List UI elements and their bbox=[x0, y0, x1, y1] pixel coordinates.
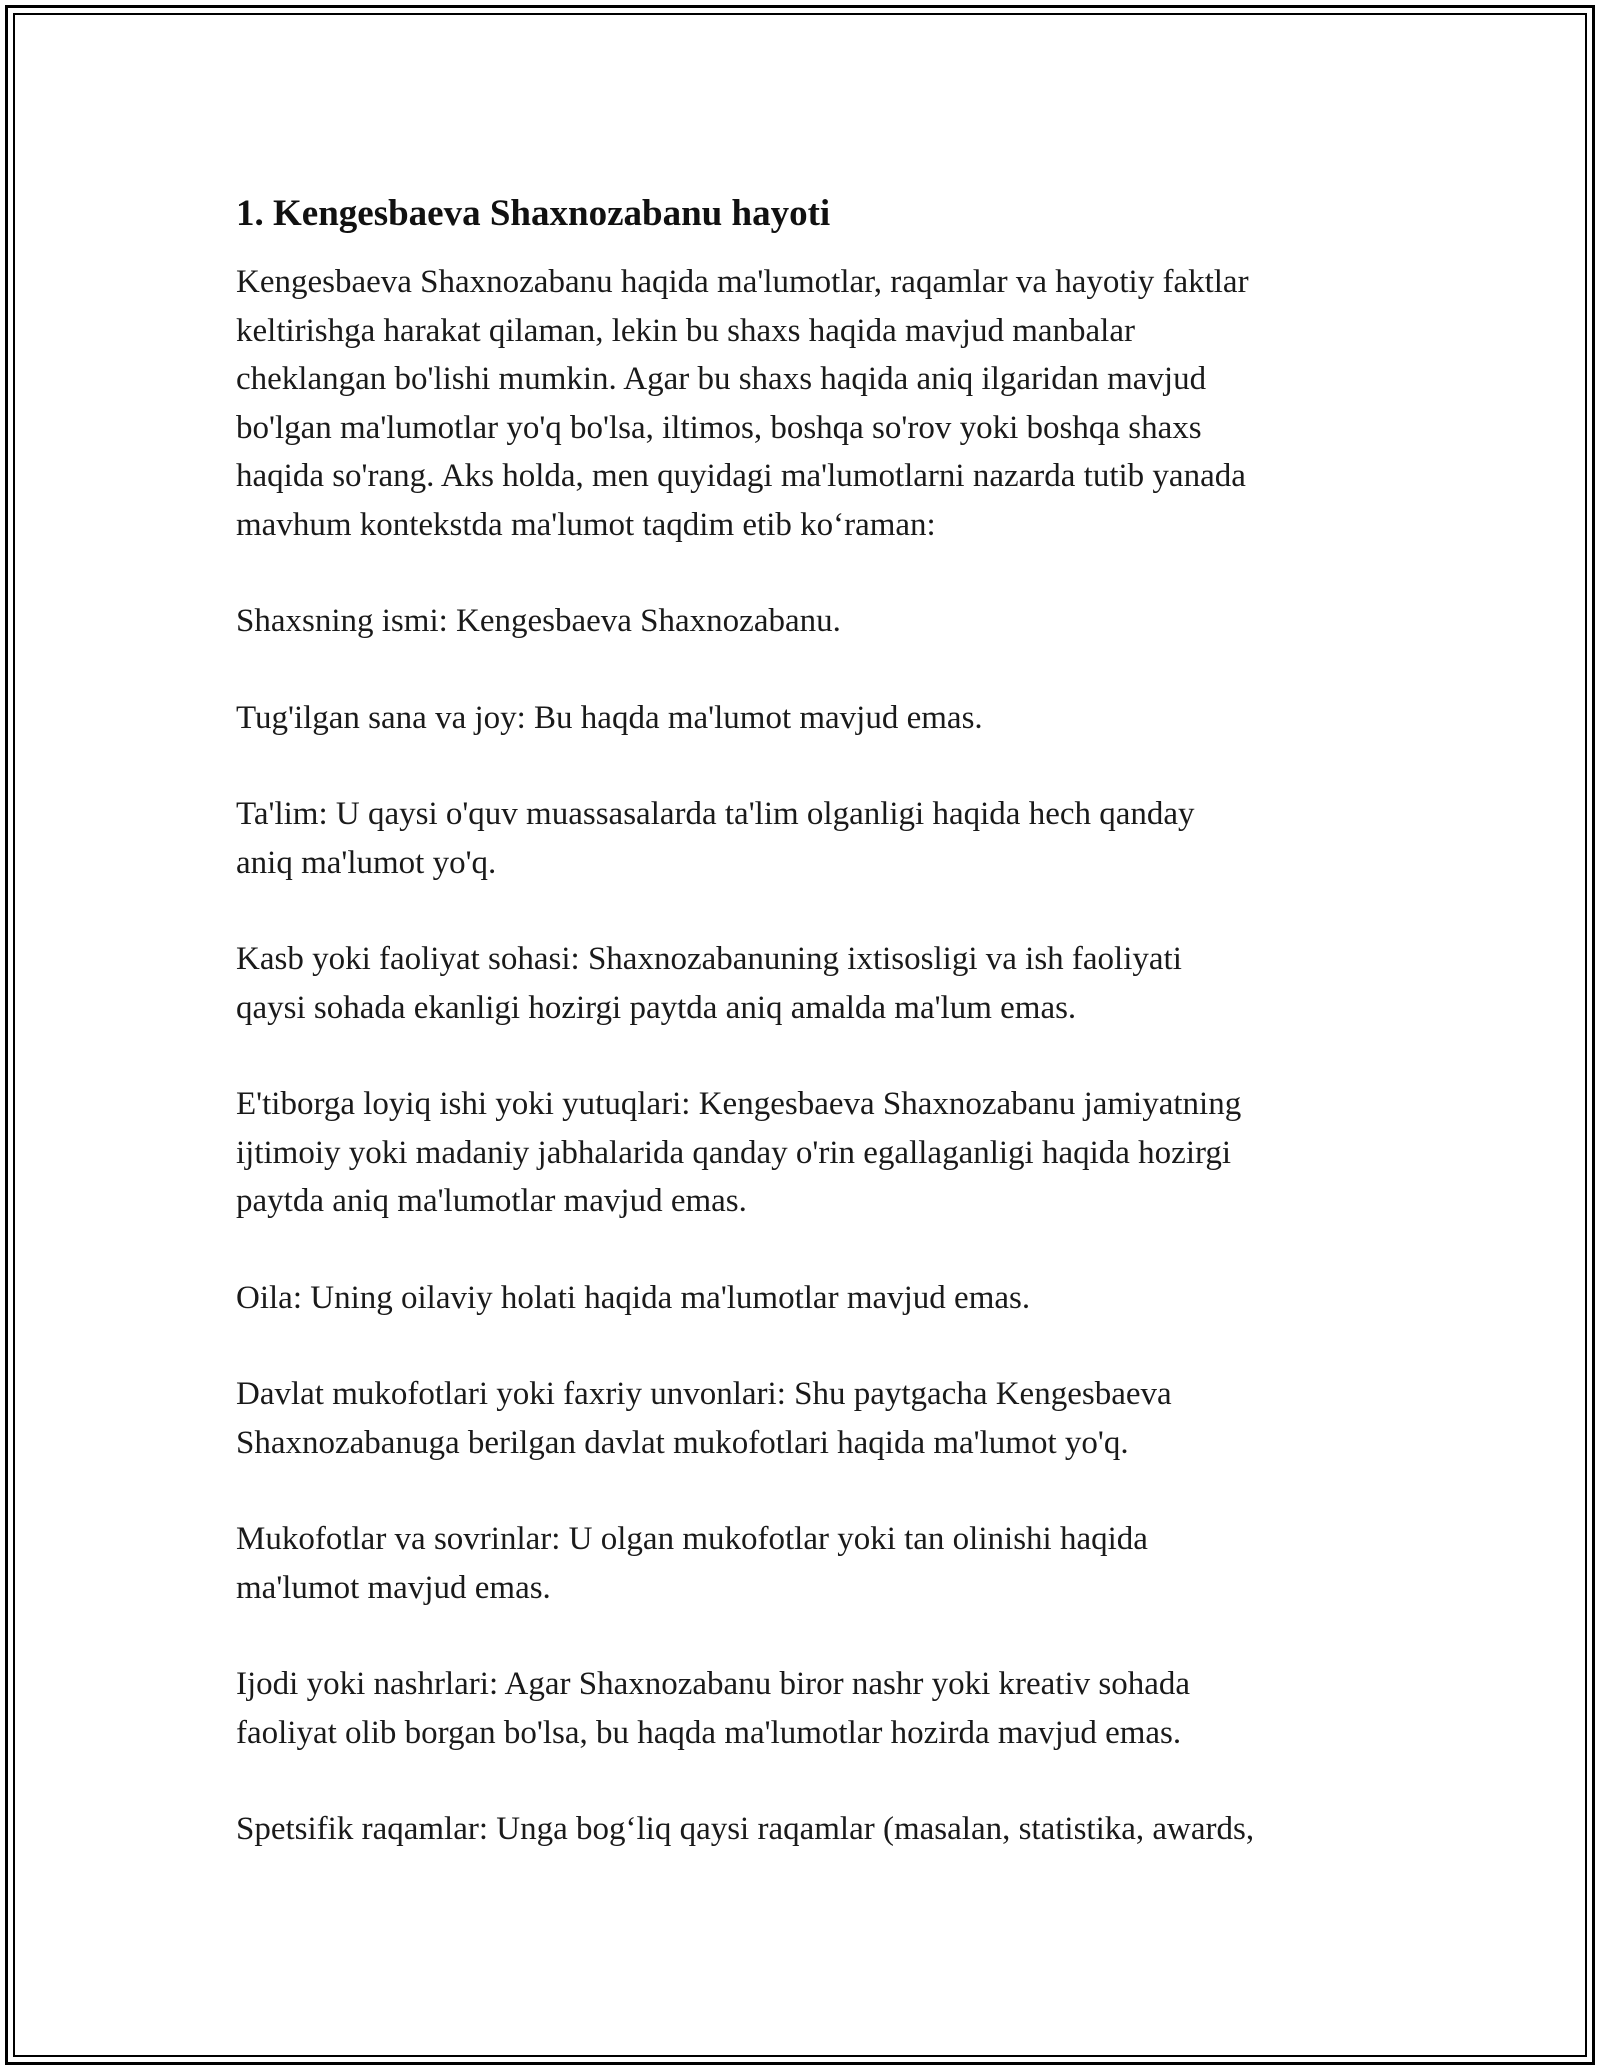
paragraph-line: haqida so'rang. Aks holda, men quyidagi ma'lumotlarni nazarda tutib yanada bbox=[236, 458, 1246, 494]
paragraph-line: Spetsifik raqamlar: Unga bog‘liq qaysi raqamlar (masalan, statistika, awards, bbox=[236, 1811, 1255, 1847]
paragraph-line: mavhum kontekstda ma'lumot taqdim etib ko‘raman: bbox=[236, 506, 936, 543]
paragraph bbox=[236, 1080, 1386, 1226]
paragraph bbox=[236, 1805, 1386, 1854]
paragraph-line: aniq ma'lumot yo'q. bbox=[236, 844, 497, 881]
paragraph bbox=[236, 1274, 1386, 1323]
paragraph bbox=[236, 597, 1386, 646]
paragraph-line: Oila: Uning oilaviy holati haqida ma'lumotlar mavjud emas. bbox=[236, 1279, 1031, 1316]
paragraph-line: Ijodi yoki nashrlari: Agar Shaxnozabanu biror nashr yoki kreativ sohada bbox=[236, 1666, 1191, 1702]
paragraph-line: Kasb yoki faoliyat sohasi: Shaxnozabanuning ixtisosligi va ish faoliyati bbox=[236, 941, 1182, 977]
paragraph-line: Shaxsning ismi: Kengesbaeva Shaxnozabanu. bbox=[236, 603, 841, 639]
paragraph-line: keltirishga harakat qilaman, lekin bu shaxs haqida mavjud manbalar bbox=[236, 312, 1135, 349]
paragraph-list bbox=[236, 258, 1386, 1854]
paragraph-line: Shaxnozabanuga berilgan davlat mukofotlari haqida ma'lumot yo'q. bbox=[236, 1424, 1129, 1461]
paragraph bbox=[236, 258, 1386, 549]
paragraph bbox=[236, 790, 1386, 887]
paragraph bbox=[236, 694, 1386, 743]
paragraph-line: faoliyat olib borgan bo'lsa, bu haqda ma'lumotlar hozirda mavjud emas. bbox=[236, 1714, 1182, 1751]
paragraph-line: cheklangan bo'lishi mumkin. Agar bu shaxs haqida aniq ilgaridan mavjud bbox=[236, 361, 1207, 397]
paragraph bbox=[236, 935, 1386, 1032]
paragraph-line: E'tiborga loyiq ishi yoki yutuqlari: Kengesbaeva Shaxnozabanu jamiyatning bbox=[236, 1086, 1242, 1122]
document-heading: 1. Kengesbaeva Shaxnozabanu hayoti bbox=[236, 193, 831, 234]
paragraph bbox=[236, 1660, 1386, 1757]
paragraph-line: paytda aniq ma'lumotlar mavjud emas. bbox=[236, 1183, 747, 1219]
paragraph-line: ma'lumot mavjud emas. bbox=[236, 1569, 551, 1606]
paragraph-line: Tug'ilgan sana va joy: Bu haqda ma'lumot mavjud emas. bbox=[236, 699, 983, 736]
paragraph-line: ijtimoiy yoki madaniy jabhalarida qanday o'rin egallaganligi haqida hozirgi bbox=[236, 1134, 1232, 1171]
paragraph-line: bo'lgan ma'lumotlar yo'q bo'lsa, iltimos, boshqa so'rov yoki boshqa shaxs bbox=[236, 409, 1202, 446]
document-body bbox=[236, 188, 1386, 1902]
paragraph-line: Kengesbaeva Shaxnozabanu haqida ma'lumotlar, raqamlar va hayotiy faktlar bbox=[236, 264, 1249, 300]
paragraph-line: qaysi sohada ekanligi hozirgi paytda aniq amalda ma'lum emas. bbox=[236, 989, 1077, 1026]
paragraph-line: Mukofotlar va sovrinlar: U olgan mukofotlar yoki tan olinishi haqida bbox=[236, 1521, 1148, 1557]
paragraph bbox=[236, 1370, 1386, 1467]
paragraph-line: Davlat mukofotlari yoki faxriy unvonlari: Shu paytgacha Kengesbaeva bbox=[236, 1376, 1172, 1412]
paragraph-line: Ta'lim: U qaysi o'quv muassasalarda ta'lim olganligi haqida hech qanday bbox=[236, 796, 1195, 832]
paragraph bbox=[236, 1515, 1386, 1612]
